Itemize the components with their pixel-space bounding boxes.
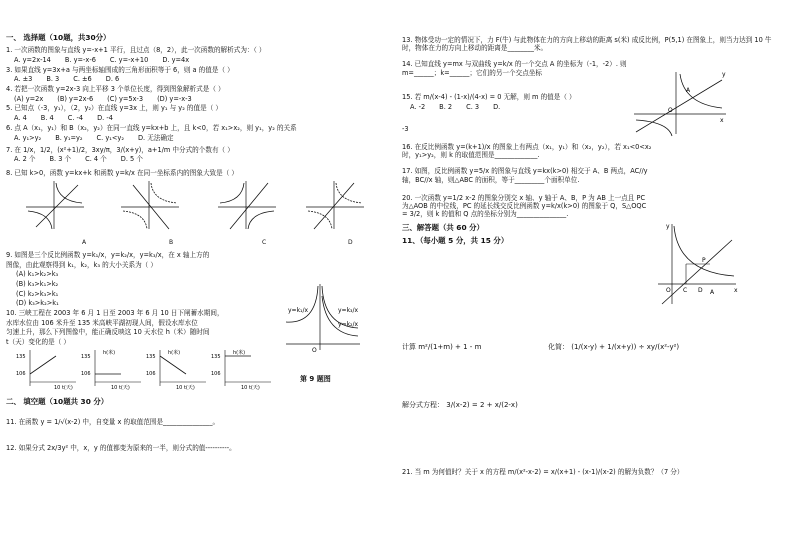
svg-text:C: C — [683, 287, 688, 294]
svg-text:P: P — [702, 257, 706, 264]
question-10: 10. 三峡工程在 2003 年 6 月 1 日至 2003 年 6 月 10 日下闸蓄水期间， — [6, 309, 224, 318]
svg-text:y=k₂/x: y=k₂/x — [338, 321, 359, 328]
option: C. y=-x+10 — [109, 55, 149, 64]
question-5-options — [14, 114, 388, 122]
solve-problem — [402, 400, 518, 410]
question-12: 12. 如果分式 2x/3y² 中，x，y 的值都变为原来的一半，则分式的值----------。 — [6, 444, 236, 453]
question-15-options — [410, 103, 788, 111]
svg-text:A: A — [686, 87, 691, 94]
question-6: 6. 点 A（x₁，y₁）和 B（x₂，y₂）在同一直线 y=kx+b 上，且 k<0，若 x₁>x₂，则 y₁，y₂ 的关系 — [6, 123, 297, 132]
water-graph-d — [211, 349, 271, 391]
option: B. 3 个 — [49, 155, 72, 164]
question-7: 7. 在 1/x，1/2，(x²+1)/2，3xy/π，3/(x+y)，a+1/m 中分式的个数有（ ） — [6, 145, 234, 154]
svg-text:y: y — [722, 71, 726, 78]
water-graph-c — [146, 349, 206, 391]
question-10-cont: 匀速上升，那么下列图像中，能正确反映这 10 天水位 h（米）随时间 — [6, 328, 210, 337]
question-9-option-b: (B) k₃>k₁>k₂ — [16, 279, 59, 288]
option: D. — [493, 102, 501, 111]
option: (C) y=5x-3 — [107, 94, 144, 103]
section-3-heading: 三、解答题（共 60 分） — [402, 223, 484, 233]
question-9-option-c: (C) k₂>k₃>k₁ — [16, 289, 59, 298]
svg-text:10 t(天): 10 t(天) — [176, 384, 195, 391]
left-column — [6, 32, 388, 454]
graph-b — [121, 181, 179, 229]
question-3-options — [14, 75, 388, 83]
svg-text:135: 135 — [16, 353, 26, 360]
question-13: 13. 物体受功一定的情况下，力 F(牛) 与此物体在力的方向上移动的距离 s(米) 成反比例，P(5,1) 在图象上，则当力达到 10 牛时，物体在力的方向上移动的距离是________米。 — [402, 36, 772, 53]
option: D. -4 — [97, 114, 113, 123]
question-16: 16. 在反比例函数 y=(k+1)/x 的图象上有两点（x₁，y₁）和（x₂，y₂），若 x₁<0<x₂ 时，y₁>y₂，则 k 的取值范围是_____________. — [402, 142, 652, 160]
option: C. y₁<y₂ — [96, 133, 124, 142]
graph-label: D — [348, 238, 353, 246]
option: A. 2 个 — [14, 155, 36, 164]
question-17: 17. 如图，反比例函数 y=5/x 的图象与直线 y=kx(k>0) 相交于 A、B 两点，AC//y 轴，BC//x 轴，则△ABC 的面积，等于_________个面积单位. — [402, 167, 648, 184]
question-10-graphs — [6, 348, 276, 392]
section-2-heading: 二、 填空题（10题共 30 分） — [6, 396, 109, 406]
option: (A) y=2x — [14, 94, 44, 103]
option: B. 2 — [439, 102, 453, 111]
figure-14 — [632, 68, 728, 138]
svg-text:A: A — [710, 289, 715, 296]
question-8: 8. 已知 k>0，函数 y=kx+k 和函数 y=k/x 在同一坐标系内的图象大致是（ ） — [6, 168, 239, 177]
svg-text:10 t(天): 10 t(天) — [241, 384, 260, 391]
svg-text:h(米): h(米) — [233, 349, 246, 356]
question-21: 21. 当 m 为何值时？关于 x 的方程 m/(x²-x-2) = x/(x+1) - (x-1)/(x-2) 的解为负数？（7 分） — [402, 468, 684, 476]
svg-text:y: y — [666, 223, 670, 230]
figure-9-caption: 第 9 题图 — [300, 375, 331, 383]
svg-text:D: D — [698, 287, 703, 294]
water-graph-a — [16, 350, 76, 391]
calc-expression: m²/(1+m) + 1 - m — [418, 343, 482, 351]
question-9-cont: 图像，由此观察得到 k₁，k₂，k₃ 的大小关系为（ ） — [6, 260, 157, 269]
option: A. ±3 — [14, 75, 33, 84]
question-7-options — [14, 155, 388, 163]
svg-text:y=k₃/x: y=k₃/x — [338, 307, 359, 314]
svg-text:O: O — [312, 347, 317, 354]
svg-text:135: 135 — [146, 353, 156, 360]
svg-text:h(米): h(米) — [168, 349, 181, 356]
question-15-tail: -3 — [402, 124, 409, 133]
option: C. 4 个 — [85, 155, 107, 164]
svg-text:y=k₁/x: y=k₁/x — [288, 307, 309, 314]
option: C. -4 — [67, 114, 84, 123]
question-1: 1. 一次函数的图象与直线 y=-x+1 平行，且过点（8，2），此一次函数的解析式为：（ ） — [6, 46, 266, 55]
svg-text:135: 135 — [211, 353, 221, 360]
figure-9 — [282, 282, 362, 368]
svg-text:135: 135 — [81, 353, 91, 360]
svg-text:10 t(天): 10 t(天) — [54, 384, 73, 391]
water-graph-b — [81, 349, 141, 391]
svg-text:h(米): h(米) — [103, 349, 116, 356]
option: A. y=2x-14 — [14, 55, 51, 64]
question-10-cont: 水库水位由 106 米升至 135 米高峡平湖初现人间，假设水库水位 — [6, 318, 198, 327]
option: A. 4 — [14, 114, 27, 123]
question-11: 11. 在函数 y = 1/√(x-2) 中，自变量 x 的取值范围是_______________。 — [6, 418, 220, 427]
option: C. ±6 — [73, 75, 92, 84]
question-20: 20. 一次函数 y=1/2 x-2 的图象分别交 x 轴、y 轴于 A、B，P 为 AB 上一点且 PC 为△AOB 的中位线，PC 的延长线交反比例函数 y=k/x(k>0) 的图象于 Q，S△OQC = 3/2，则 k 的值和 Q 点的坐标分别为_______________. — [402, 193, 647, 219]
svg-text:O: O — [668, 107, 673, 114]
question-5: 5. 已知点（-3，y₁），（2，y₂）在直线 y=3x 上，则 y₁ 与 y₂ 的值是（ ） — [6, 104, 222, 113]
svg-text:106: 106 — [16, 370, 26, 377]
option: D. 5 个 — [120, 155, 143, 164]
option: A. -2 — [410, 102, 426, 111]
question-3: 3. 如果直线 y=3x+a 与两坐标轴围成的三角形面积等于 6，则 a 的值是（ ） — [6, 65, 234, 74]
question-9-option-a: (A) k₁>k₂>k₃ — [16, 270, 59, 279]
svg-text:106: 106 — [146, 370, 156, 377]
option: D. 无法确定 — [137, 133, 174, 142]
section-1-heading: 一、 选择题（10题，共30分） — [6, 33, 111, 42]
question-15: 15. 若 m/(x-4) - (1-x)/(4-x) = 0 无解，则 m 的值是（ ） — [402, 92, 576, 101]
option: A. y₁>y₂ — [14, 133, 42, 142]
question-9-option-d: (D) k₃>k₂>k₁ — [16, 299, 59, 308]
solve-label: 解分式方程： — [402, 401, 444, 409]
question-1-options — [14, 56, 388, 64]
graph-c — [218, 181, 276, 229]
graph-label: B — [169, 238, 174, 246]
question-8-graphs — [6, 179, 376, 239]
question-4-options — [14, 95, 388, 103]
question-6-options — [14, 134, 388, 142]
simplify-expression: (1/(x-y) + 1/(x+y)) ÷ xy/(x²-y²) — [571, 343, 680, 351]
option: (B) y=2x-6 — [57, 94, 94, 103]
option: B. 4 — [40, 114, 54, 123]
right-column — [402, 36, 788, 249]
option: B. y₁=y₂ — [55, 133, 83, 142]
graph-a — [26, 181, 84, 229]
svg-text:x: x — [720, 117, 724, 124]
svg-text:106: 106 — [81, 370, 91, 377]
figure-17 — [652, 220, 740, 308]
graph-d — [306, 181, 364, 229]
option: D. 6 — [105, 75, 120, 84]
question-9: 9. 如图是三个反比例函数 y=k₁/x，y=k₂/x，y=k₃/x，在 x 轴上方的 — [6, 250, 210, 259]
solve-expression: 3/(x-2) = 2 + x/(2-x) — [446, 401, 518, 409]
question-14: 14. 已知直线 y=mx 与双曲线 y=k/x 的一个交点 A 的坐标为（-1，-2）. 则 m=______；k=______；它们的另一个交点坐标 — [402, 60, 627, 77]
option: D. y=4x — [162, 55, 190, 64]
section-3-subheading: 11、（每小题 5 分，共 15 分） — [402, 235, 509, 245]
option: B. 3 — [46, 75, 60, 84]
question-4: 4. 若把一次函数 y=2x-3 向上平移 3 个单位长度，得到图象解析式是（ ） — [6, 85, 225, 94]
calc-label: 计算 — [402, 343, 416, 351]
simplify-problem — [548, 342, 679, 352]
svg-text:x: x — [734, 287, 738, 294]
svg-text:106: 106 — [211, 370, 221, 377]
graph-label: A — [82, 238, 87, 246]
question-10-cont: t（天）变化的是（ ） — [6, 338, 71, 347]
graph-label: C — [262, 238, 267, 246]
svg-text:10 t(天): 10 t(天) — [111, 384, 130, 391]
option: (D) y=-x-3 — [157, 94, 192, 103]
question-8-labels — [6, 239, 388, 249]
option: C. 3 — [466, 102, 480, 111]
calc-problem — [402, 342, 481, 352]
option: B. y=-x-6 — [64, 55, 96, 64]
simplify-label: 化简： — [548, 343, 569, 351]
svg-text:O: O — [666, 287, 671, 294]
